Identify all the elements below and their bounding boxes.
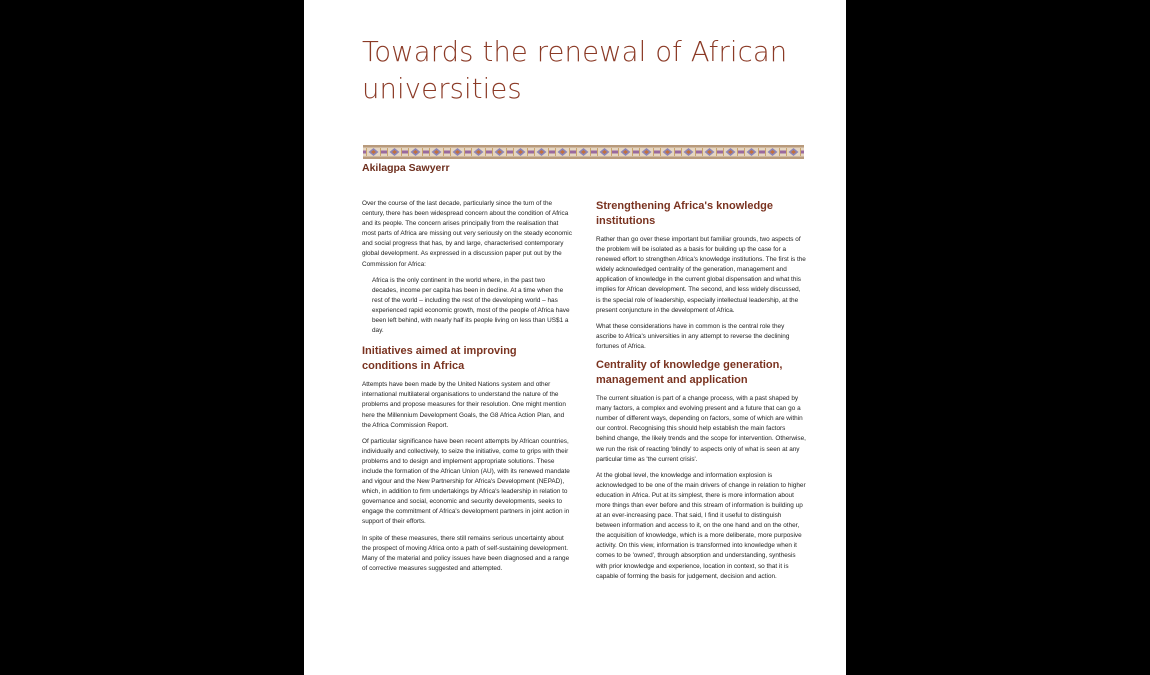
section-heading-initiatives: Initiatives aimed at improving conditions in Africa — [362, 345, 517, 373]
paragraph: At the global level, the knowledge and information explosion is acknowledged to be one of the main drivers of change in relation to higher education in Africa. Put at its simplest, there is more information about more things than ever before and this stream of information is building up at an ever-increasing pace. That said, I find it useful to distinguish between information and access to it, on the one hand and on the other, the acquisition of knowledge, which is a more deliberate, more purposive activity. On this view, information is transformed into knowledge when it comes to be 'owned', through absorption and understanding, synthesis with prior knowledge and experience, location in context, so that it is capable of forming the basis for judgement, decision and action. — [596, 471, 806, 580]
paragraph: Rather than go over these important but familiar grounds, two aspects of the problem will be isolated as a basis for building up the case for a renewed effort to strengthen Africa's knowledge institutions. The first is the widely acknowledged centrality of the generation, management and application of knowledge in the current global dispensation and what this implies for African development. The second, and less widely discussed, is the special role of leadership, especially intellectual leadership, at the present conjuncture in the development of Africa. — [596, 236, 806, 314]
paragraph: The current situation is part of a change process, with a past shaped by many factors, a complex and evolving present and a future that can go a number of different ways, depending on factors, some of which are within our control. Recognising this should help establish the main factors behind change, the likely trends and the scope for intervention. Otherwise, we run the risk of reacting 'blindly' to aspects only of what is seen at any particular time as 'the current crisis'. — [596, 395, 806, 463]
page-title: Towards the renewal of African universities — [362, 36, 788, 105]
left-column — [362, 199, 572, 580]
document-page — [304, 0, 846, 675]
block-quote: Africa is the only continent in the world where, in the past two decades, income per capita has been in decline. At a time when the rest of the world – including the rest of the developing world – has experienced rapid economic growth, most of the people of Africa have been left behind, with nearly half its people living on less than US$1 a day. — [372, 276, 570, 335]
paragraph: Of particular significance have been recent attempts by African countries, individually and collectively, to seize the initiative, come to grips with their problems and to design and implement appropriate solutions. These include the formation of the African Union (AU), with its renewed mandate and vigour and the New Partnership for Africa's Development (NEPAD), which, in addition to firm undertakings by Africa's leadership in relation to governance and social, economic and security developments, seeks to engage the commitment of Africa's development partners in joint action in support of their efforts. — [362, 437, 570, 526]
section-heading-centrality: Centrality of knowledge generation, management and application — [596, 359, 783, 387]
paragraph: In spite of these measures, there still remains serious uncertainty about the prospect of moving Africa onto a path of self-sustaining development. Many of the material and policy issues have been diagnosed and a range of corrective measures suggested and attempted. — [362, 534, 570, 572]
intro-paragraph: Over the course of the last decade, particularly since the turn of the century, there has been widespread concern about the condition of Africa and its people. The concern arises principally from the realisation that most parts of Africa are missing out very seriously on the steady economic and social progress that has, by and large, characterised contemporary global development. As expressed in a discussion paper put out by the Commission for Africa: — [362, 200, 572, 268]
decorative-pattern-band — [363, 145, 804, 159]
paragraph: Attempts have been made by the United Nations system and other international multilateral organisations to understand the nature of the problems and propose measures for their resolution. One might mention here the Millennium Development Goals, the G8 Africa Action Plan, and the Africa Commission Report. — [362, 381, 566, 429]
section-heading-strengthening: Strengthening Africa's knowledge institutions — [596, 200, 774, 227]
paragraph: What these considerations have in common is the central role they ascribe to Africa's universities in any attempt to reverse the declining fortunes of Africa. — [596, 322, 790, 350]
author-name: Akilagpa Sawyerr — [362, 162, 450, 174]
right-column — [596, 199, 806, 588]
